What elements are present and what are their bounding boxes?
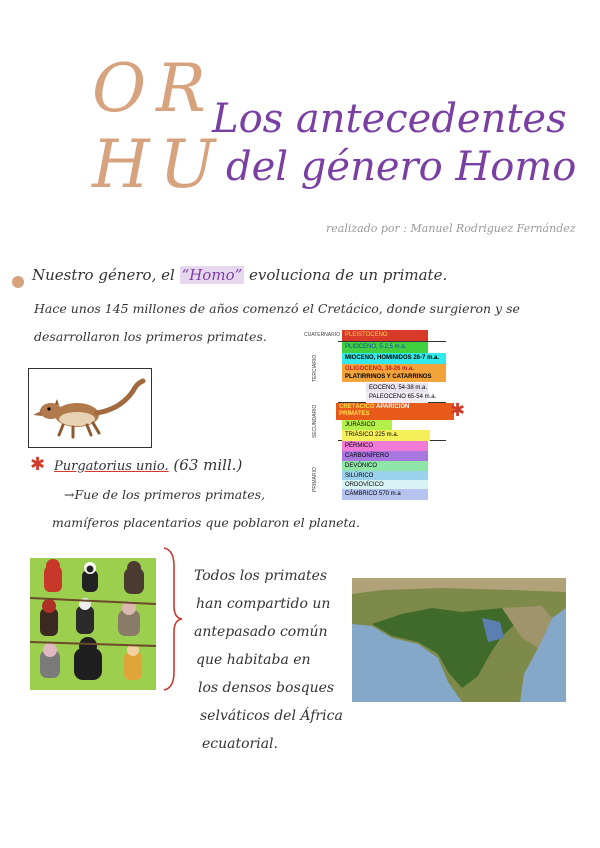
period-bar: EOCENO, 54-38 m.a.: [366, 383, 428, 394]
page-title-line1: Los antecedentes: [212, 96, 567, 142]
primates-paragraph: [190, 562, 343, 758]
primates-text-line: Todos los primates: [194, 568, 328, 584]
primates-text-line: ecuatorial.: [202, 736, 278, 752]
primates-text-line: han compartido un: [196, 596, 331, 612]
intro-highlight-homo: “Homo”: [181, 266, 243, 284]
author-credit: realizado por : Manuel Rodriguez Fernández: [326, 222, 576, 235]
purgatorius-heading: [54, 456, 242, 474]
initials-top: OR: [92, 50, 216, 127]
purgatorius-name: Purgatorius unio.: [54, 459, 169, 474]
purgatorius-image: [28, 368, 152, 448]
bullet-icon: [12, 276, 24, 288]
purgatorius-line1: →Fue de los primeros primates,: [64, 487, 266, 502]
period-bar: PALEOCENO 65-54 m.a.: [366, 392, 428, 403]
period-bar: SILÚRICO: [342, 471, 428, 482]
page-title-line2: del género Homo: [226, 144, 577, 190]
era-label-primario: PRIMARIO: [312, 467, 318, 492]
era-label-cuaternario: CUATERNARIO: [304, 332, 341, 338]
intro-line2: Hace unos 145 millones de años comenzó el Cretácico, donde surgieron y se: [34, 301, 520, 316]
intro-line3: desarrollaron los primeros primates.: [34, 329, 267, 344]
purgatorius-star-icon: ✱: [30, 454, 46, 475]
period-bar: ORDOVÍCICO: [342, 480, 428, 491]
period-bar: MIOCENO, HOMINIDOS 26-7 m.a.: [342, 353, 446, 364]
purgatorius-line2: mamíferos placentarios que poblaron el planeta.: [52, 515, 360, 530]
period-bar: PLEISTOCENO: [342, 330, 428, 341]
primates-text-line: antepasado común: [194, 624, 328, 640]
intro-text-after: evoluciona de un primate.: [244, 266, 448, 284]
primates-text-line: selváticos del África: [200, 708, 343, 724]
era-label-secundario: SECUNDARIO: [312, 404, 318, 438]
period-bar: DEVÓNICO: [342, 461, 428, 472]
period-bar: PÉRMICO: [342, 441, 428, 452]
curly-brace-icon: [160, 546, 184, 692]
geologic-timescale: [302, 330, 462, 502]
purgatorius-age: (63 mill.): [173, 456, 243, 474]
period-bar: CARBONÍFERO: [342, 451, 428, 462]
era-label-terciario: TERCIARIO: [312, 354, 318, 382]
cretaceous-star-icon: ✱: [450, 400, 466, 421]
period-bar: PLIOCENO, 5-2,5 m.a.: [342, 342, 428, 353]
primates-illustration: [30, 558, 156, 690]
period-bar: JURÁSICO: [342, 420, 392, 431]
initials-bottom: HU: [92, 126, 226, 203]
intro-text-before: Nuestro género, el: [32, 266, 180, 284]
period-bar: CÁMBRICO 570 m.a: [342, 489, 428, 500]
intro-line1: [32, 266, 447, 284]
primates-text-line: los densos bosques: [198, 680, 335, 696]
period-bar: CRETÁCICO APARICIÓN PRIMATES: [336, 403, 454, 420]
period-bar: TRIÁSICO 225 m.a.: [342, 430, 430, 441]
africa-map-image: [352, 578, 566, 702]
primates-text-line: que habitaba en: [196, 652, 311, 668]
period-bar: OLIGOCENO, 38-26 m.a. PLATIRRINOS Y CATARRINOS: [342, 364, 446, 382]
